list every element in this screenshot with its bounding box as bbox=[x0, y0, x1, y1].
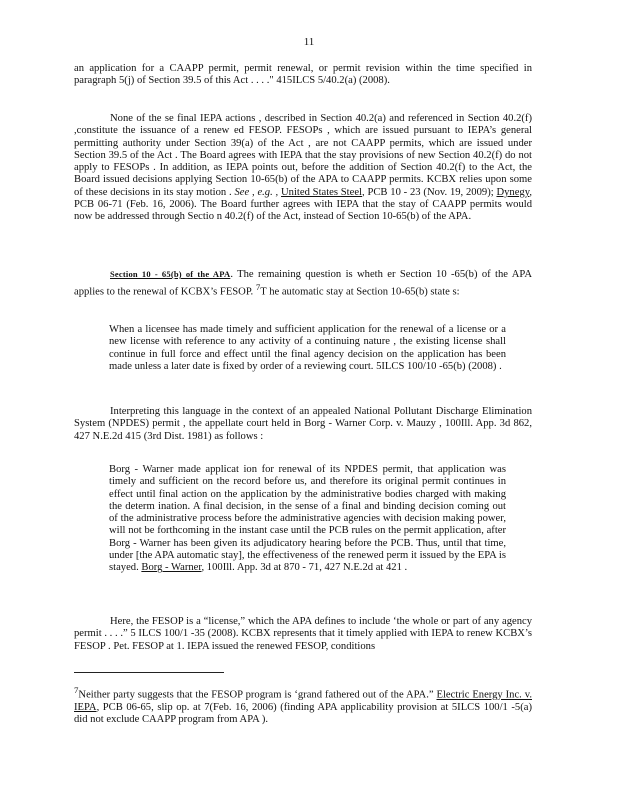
paragraph-text: Interpreting this language in the context of an appealed National Pollutant Discharge Elimination System (NPDES) permit , the appellate court held in Borg - Warner Corp. v. Mauzy , 100Ill. App. 3d 862, 427 N.E.2d 415 (3rd Dist. 1981) as follows : bbox=[74, 406, 532, 442]
paragraph-text: Here, the FESOP is a “license,” which the APA defines to include ‘the whole or part of any agency permit . . . .” 5 ILCS 100/1 -35 (2008). KCBX represents that it timely applied with IEPA to renew KCBX’s FESOP . Pet. FESOP at 1. IEPA issued the renewed FESOP, conditions bbox=[74, 616, 532, 652]
case-name: Borg - Warner bbox=[141, 562, 202, 574]
paragraph-interpreting bbox=[74, 406, 532, 443]
paragraph-text: an application for a CAAPP permit, permit renewal, or permit revision within the time specified in paragraph 5(j) of Section 39.5 of this Act . . . ." 415ILCS 5/40.2(a) (2008). bbox=[74, 63, 532, 87]
footnote-reference: 7 bbox=[255, 282, 261, 293]
paragraph-text: . The remaining question is wheth er Section 10 -65(b) of the APA applies to the renewal of KCBX’s FESOP. bbox=[74, 269, 532, 298]
paragraph-text: T he automatic stay at Section 10-65(b) state s: bbox=[260, 286, 460, 298]
page-number: 11 bbox=[303, 36, 315, 48]
paragraph-final-actions bbox=[74, 113, 532, 224]
case-name: United States Steel bbox=[281, 186, 362, 198]
quote-text: Borg - Warner made applicat ion for renewal of its NPDES permit, that application was timely and sufficient on the record before us, and therefore its original permit continues in effect until final action on the application by the administrative bodies charged with making the determ ination. A final decision, in the sense of a final and binding decision coming out of the administrative process before the administrative agencies with decision making power, will not be forthcoming in the instant case until the PCB rules on the permit application, after Borg - Warner has been given its adjudicatory hearing before the PCB. Thus, until that time, under [the APA automatic stay], the effectiveness of the renewed perm it issued by the EPA is stayed. bbox=[109, 464, 506, 574]
footnote-divider bbox=[74, 672, 224, 673]
case-name: Electric Energy Inc. v. IEPA bbox=[74, 689, 532, 713]
paragraph-section-heading bbox=[74, 268, 532, 299]
paragraph-text: None of the se final IEPA actions , described in Section 40.2(a) and referenced in Section 40.2(f) ,constitute the issuance of a renew ed FESOP. FESOPs , which are issued pursuant to IEPA’s general permitting authority under Section 39(a) of the Act , are not CAAPP permits, which are issued under Section 39.5 of the Act . The Board agrees with IEPA that the stay provisions of new Section 40.2(f) do not apply to FESOPs . In addition, as IEPA points out, before the addition of Section 40.2(f) to the Act, the Board issued decisions applying Section 10-65(b) of the APA to CAAPP permits. KCBX relies upon some of these decisions in its stay motion . bbox=[74, 113, 532, 198]
citation-text: , PCB 10 - 23 (Nov. 19, 2009); bbox=[361, 186, 494, 198]
citation-text: , 100Ill. App. 3d at 870 - 71, 427 N.E.2d at 421 . bbox=[201, 562, 408, 574]
case-name: Dynegy bbox=[496, 186, 530, 198]
footnote-text: , PCB 06-65, slip op. at 7(Feb. 16, 2006) (finding APA applicability provision at 5ILCS 100/1 -5(a) did not exclude CAAPP program from APA ). bbox=[74, 701, 532, 726]
footnote bbox=[74, 684, 532, 726]
citation-text: , PCB 06-71 (Feb. 16, 2006). The Board further agrees with IEPA that the stay of CAAPP permits would now be addressed through Sectio n 40.2(f) of the Act, instead of Section 10-65(b) of the APA. bbox=[74, 186, 532, 223]
section-heading: Section 10 - 65(b) of the APA bbox=[110, 269, 231, 279]
footnote-text: Neither party suggests that the FESOP program is ‘grand fathered out of the APA.” bbox=[78, 689, 437, 701]
citation-signal: See , e.g. , bbox=[234, 186, 279, 198]
quote-text: When a licensee has made timely and sufficient application for the renewal of a license or a new license with reference to any activity of a continuing nature , the existing license shall continue in full force and effect until the final agency decision on the application has been made unless a later date is fixed by order of a reviewing court. 5ILCS 100/10 -65(b) (2008) . bbox=[109, 324, 506, 372]
block-quote-borg-warner bbox=[109, 464, 506, 575]
footnote-mark: 7 bbox=[74, 685, 79, 695]
block-quote-statute bbox=[109, 324, 506, 373]
paragraph-continuation bbox=[74, 63, 532, 88]
paragraph-license bbox=[74, 616, 532, 653]
